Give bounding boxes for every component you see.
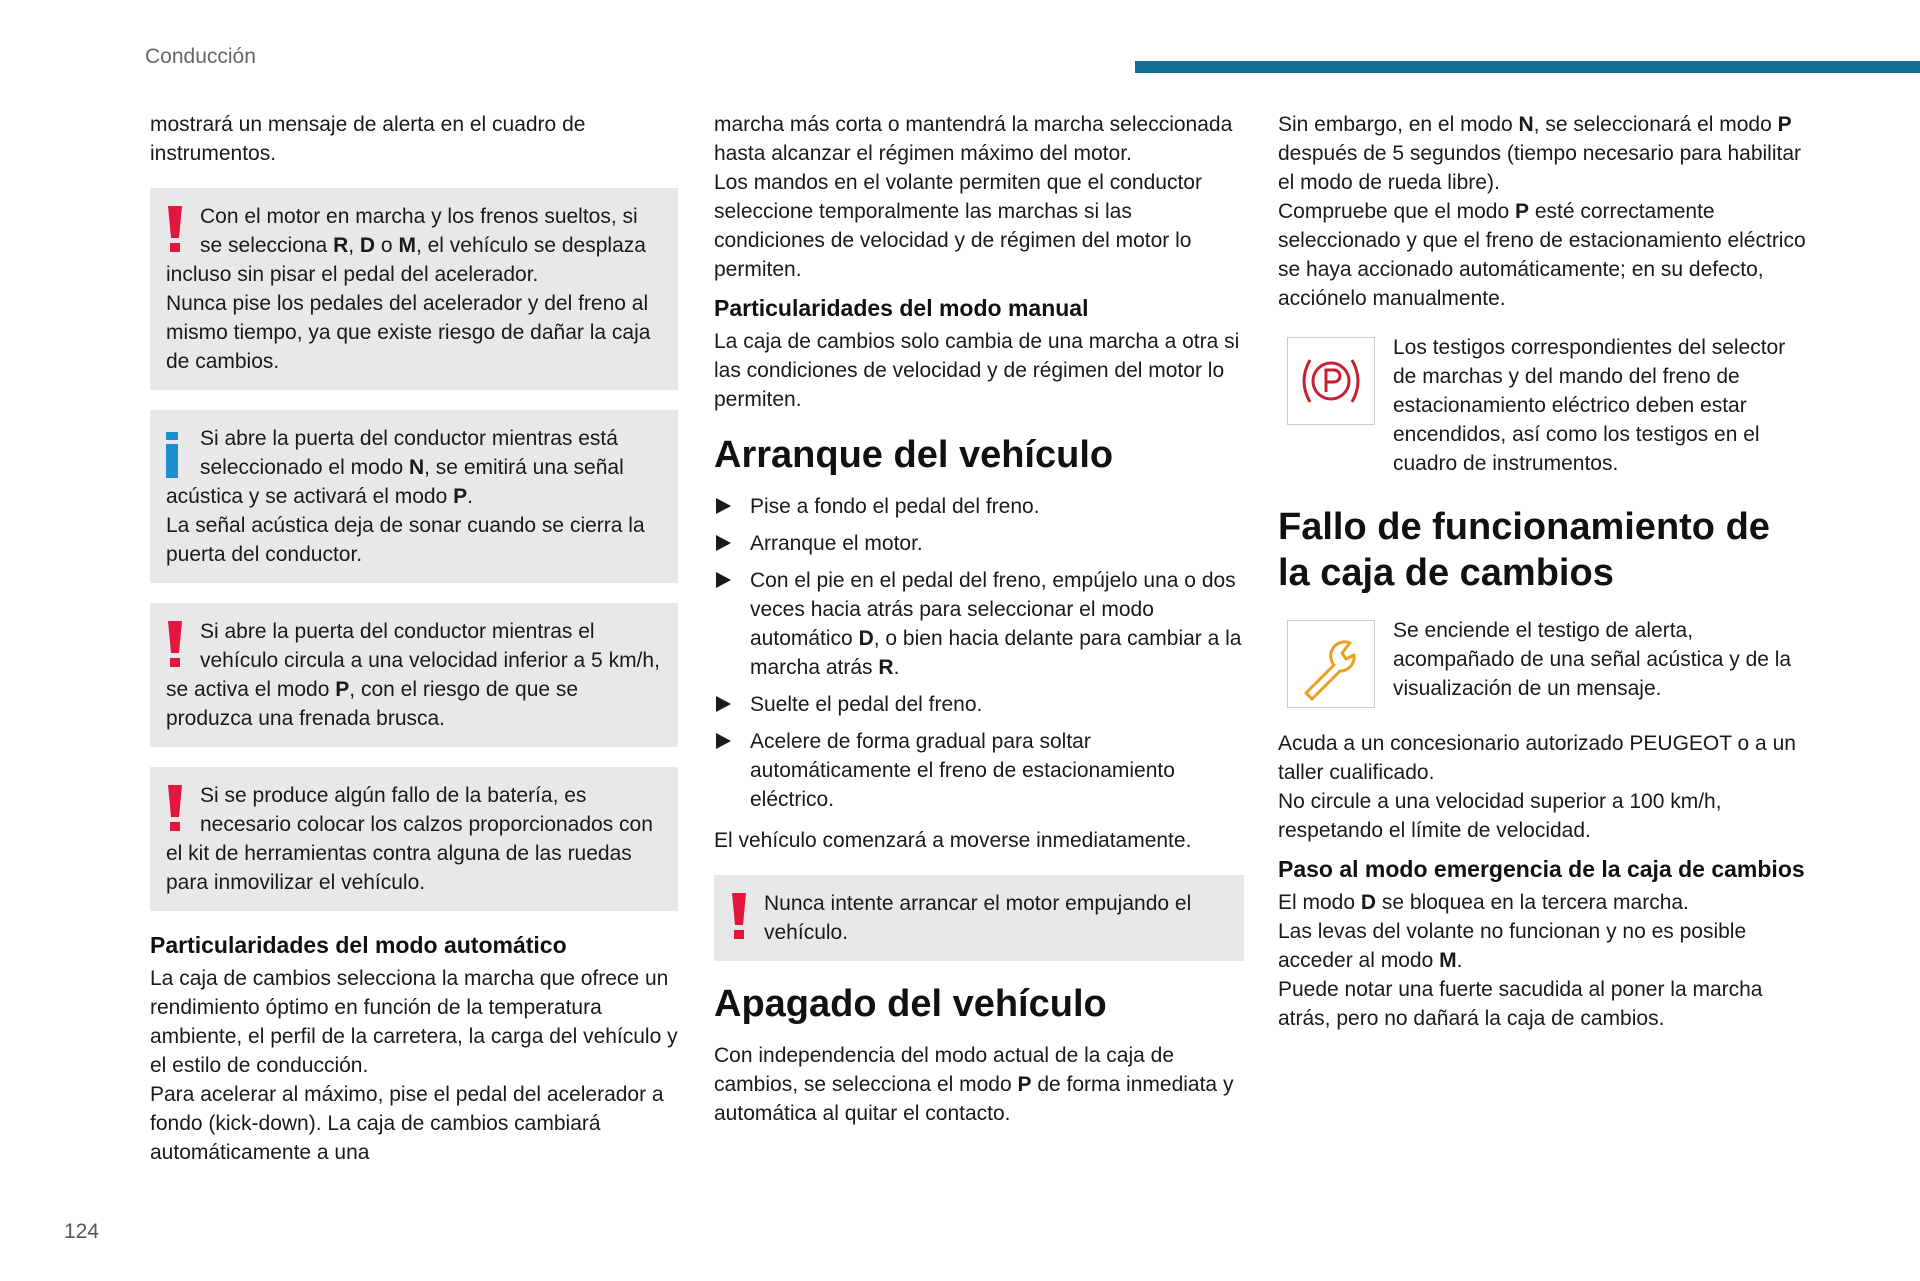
text-run: Si abre la puerta del conductor mientras el vehículo circula a una velocidad inferior a 5 km/h, se activa el modo bbox=[166, 620, 660, 701]
note-text bbox=[166, 289, 662, 376]
bold-run: D bbox=[1360, 891, 1377, 914]
wrench-icon bbox=[1287, 620, 1375, 708]
text-run: . bbox=[893, 656, 900, 679]
text-run: , se emitirá una señal acústica y se activará el modo bbox=[166, 456, 624, 508]
paragraph bbox=[1278, 975, 1808, 1033]
note-text bbox=[166, 202, 662, 289]
paragraph bbox=[1278, 197, 1808, 313]
step-item bbox=[714, 727, 1244, 814]
subheading: Particularidades del modo automático bbox=[150, 932, 567, 958]
warning-note bbox=[150, 603, 678, 747]
text-run: mostrará un mensaje de alerta en el cuadro de instrumentos. bbox=[150, 113, 586, 165]
column-right bbox=[1278, 110, 1808, 1033]
column-left bbox=[150, 110, 678, 1167]
icon-note bbox=[1278, 616, 1808, 703]
warning-note bbox=[150, 767, 678, 911]
bold-run: D bbox=[359, 234, 376, 257]
text-run: El modo bbox=[1278, 891, 1361, 914]
paragraph bbox=[714, 168, 1244, 284]
bold-run: P bbox=[453, 485, 468, 508]
text-run: Los mandos en el volante permiten que el conductor seleccione temporalmente las marchas si las condiciones de velocidad y de régimen del motor lo permiten. bbox=[714, 171, 1202, 281]
text-run: Con independencia del modo actual de la caja de cambios, se selecciona el modo bbox=[714, 1044, 1175, 1096]
bold-run: M bbox=[398, 234, 416, 257]
text-run: Si abre la puerta del conductor mientras está seleccionado el modo bbox=[200, 427, 618, 479]
paragraph bbox=[1278, 787, 1808, 845]
text-run: Arranque el motor. bbox=[750, 532, 923, 555]
text-run: , se seleccionará el modo bbox=[1533, 113, 1778, 136]
text-run: Para acelerar al máximo, pise el pedal del acelerador a fondo (kick-down). La caja de cambios cambiará automáticamente a una bbox=[150, 1083, 664, 1164]
text-run: Sin embargo, en el modo bbox=[1278, 113, 1519, 136]
bold-run: R bbox=[878, 656, 894, 679]
bold-run: P bbox=[1514, 200, 1529, 223]
paragraph bbox=[714, 826, 1244, 855]
text-run: , el vehículo se desplaza incluso sin pisar el pedal del acelerador. bbox=[166, 234, 646, 286]
paragraph bbox=[1278, 729, 1808, 787]
paragraph bbox=[150, 110, 678, 168]
icon-note-text bbox=[1393, 616, 1808, 703]
bold-run: R bbox=[333, 234, 349, 257]
text-run: Con el pie en el pedal del freno, empújelo una o dos veces hacia atrás para seleccionar el modo automático bbox=[750, 569, 1236, 650]
text-run: Suelte el pedal del freno. bbox=[750, 693, 983, 716]
text-run: El vehículo comenzará a moverse inmediatamente. bbox=[714, 829, 1192, 852]
paragraph bbox=[150, 964, 678, 1080]
note-text bbox=[166, 781, 662, 897]
text-run: Pise a fondo el pedal del freno. bbox=[750, 495, 1040, 518]
text-run: Se enciende el testigo de alerta, acompañado de una señal acústica y de la visualización de un mensaje. bbox=[1393, 619, 1792, 700]
text-run: Nunca intente arrancar el motor empujando el vehículo. bbox=[764, 892, 1192, 944]
paragraph bbox=[714, 1041, 1244, 1128]
text-run: esté correctamente seleccionado y que el freno de estacionamiento eléctrico se haya accionado automáticamente; en su defecto, acciónelo manualmente. bbox=[1278, 200, 1806, 310]
arrow-bullet-icon bbox=[714, 492, 732, 522]
section-heading: Arranque del vehículo bbox=[714, 434, 1114, 476]
text-run: Las levas del volante no funcionan y no es posible acceder al modo bbox=[1278, 920, 1747, 972]
paragraph bbox=[1278, 917, 1808, 975]
warning-icon bbox=[730, 891, 752, 945]
paragraph bbox=[1278, 888, 1808, 917]
text-run: Con el motor en marcha y los frenos sueltos, si se selecciona bbox=[200, 205, 638, 257]
step-list bbox=[714, 492, 1244, 814]
arrow-bullet-icon bbox=[714, 690, 732, 720]
subheading: Paso al modo emergencia de la caja de cambios bbox=[1278, 856, 1805, 882]
text-run: se bloquea en la tercera marcha. bbox=[1376, 891, 1689, 914]
note-text bbox=[730, 889, 1228, 947]
parking-brake-icon bbox=[1287, 337, 1375, 425]
paragraph bbox=[1278, 110, 1808, 197]
text-run: Acuda a un concesionario autorizado PEUGEOT o a un taller cualificado. bbox=[1278, 732, 1796, 784]
text-run: La caja de cambios selecciona la marcha que ofrece un rendimiento óptimo en función de la temperatura ambiente, el perfil de la carretera, la carga del vehículo y el estilo de conducción. bbox=[150, 967, 678, 1077]
step-item bbox=[714, 566, 1244, 682]
arrow-bullet-icon bbox=[714, 727, 732, 757]
info-note bbox=[150, 410, 678, 583]
warning-icon bbox=[166, 204, 188, 258]
bold-run: N bbox=[1518, 113, 1534, 136]
subheading: Particularidades del modo manual bbox=[714, 295, 1089, 321]
text-run: de forma inmediata y automática al quitar el contacto. bbox=[714, 1073, 1234, 1125]
bold-run: N bbox=[408, 456, 425, 479]
arrow-bullet-icon bbox=[714, 566, 732, 596]
text-run: , o bien hacia delante para cambiar a la marcha atrás bbox=[750, 627, 1242, 679]
step-item bbox=[714, 492, 1244, 521]
bold-run: P bbox=[335, 678, 350, 701]
text-run: Compruebe que el modo bbox=[1278, 200, 1515, 223]
note-text bbox=[166, 617, 662, 733]
paragraph bbox=[714, 327, 1244, 414]
text-run: Si se produce algún fallo de la batería, es necesario colocar los calzos proporcionados con el kit de herramientas contra alguna de las ruedas para inmovilizar el vehículo. bbox=[166, 784, 653, 894]
icon-note-text bbox=[1393, 333, 1808, 478]
note-text bbox=[166, 424, 662, 511]
text-run: La señal acústica deja de sonar cuando se cierra la puerta del conductor. bbox=[166, 514, 645, 566]
column-middle bbox=[714, 110, 1244, 1128]
text-run: No circule a una velocidad superior a 100 km/h, respetando el límite de velocidad. bbox=[1278, 790, 1722, 842]
paragraph bbox=[714, 110, 1244, 168]
step-item bbox=[714, 690, 1244, 719]
step-item bbox=[714, 529, 1244, 558]
bold-run: M bbox=[1439, 949, 1457, 972]
text-run: , con el riesgo de que se produzca una frenada brusca. bbox=[166, 678, 579, 730]
text-run: Puede notar una fuerte sacudida al poner la marcha atrás, pero no dañará la caja de cambios. bbox=[1278, 978, 1763, 1030]
bold-run: D bbox=[858, 627, 874, 650]
warning-icon bbox=[166, 619, 188, 673]
section-heading: Fallo de funcionamiento de la caja de cambios bbox=[1278, 506, 1770, 594]
text-run: La caja de cambios solo cambia de una marcha a otra si las condiciones de velocidad y de régimen del motor lo permiten. bbox=[714, 330, 1240, 411]
text-run: . bbox=[467, 485, 473, 508]
text-run: . bbox=[1456, 949, 1463, 972]
warning-icon bbox=[166, 783, 188, 837]
warning-note bbox=[714, 875, 1244, 961]
page-number: 124 bbox=[64, 1220, 100, 1243]
text-run: Acelere de forma gradual para soltar automáticamente el freno de estacionamiento eléctrico. bbox=[750, 730, 1175, 811]
paragraph bbox=[150, 1080, 678, 1167]
warning-note bbox=[150, 188, 678, 390]
text-run: o bbox=[375, 234, 399, 257]
section-title: Conducción bbox=[145, 45, 256, 68]
note-text bbox=[166, 511, 662, 569]
text-run: Los testigos correspondientes del selector de marchas y del mando del freno de estacionamiento eléctrico deben estar encendidos, así como los testigos en el cuadro de instrumentos. bbox=[1393, 336, 1786, 475]
text-run: después de 5 segundos (tiempo necesario para habilitar el modo de rueda libre). bbox=[1278, 142, 1802, 194]
arrow-bullet-icon bbox=[714, 529, 732, 559]
icon-note bbox=[1278, 333, 1808, 478]
text-run: , bbox=[348, 234, 360, 257]
info-icon bbox=[166, 426, 188, 480]
text-run: Nunca pise los pedales del acelerador y del freno al mismo tiempo, ya que existe riesgo de dañar la caja de cambios. bbox=[166, 292, 651, 373]
bold-run: P bbox=[1017, 1073, 1032, 1096]
bold-run: P bbox=[1777, 113, 1792, 136]
header-accent-bar bbox=[1135, 61, 1920, 73]
text-run: marcha más corta o mantendrá la marcha seleccionada hasta alcanzar el régimen máximo del motor. bbox=[714, 113, 1233, 165]
section-heading: Apagado del vehículo bbox=[714, 983, 1107, 1025]
